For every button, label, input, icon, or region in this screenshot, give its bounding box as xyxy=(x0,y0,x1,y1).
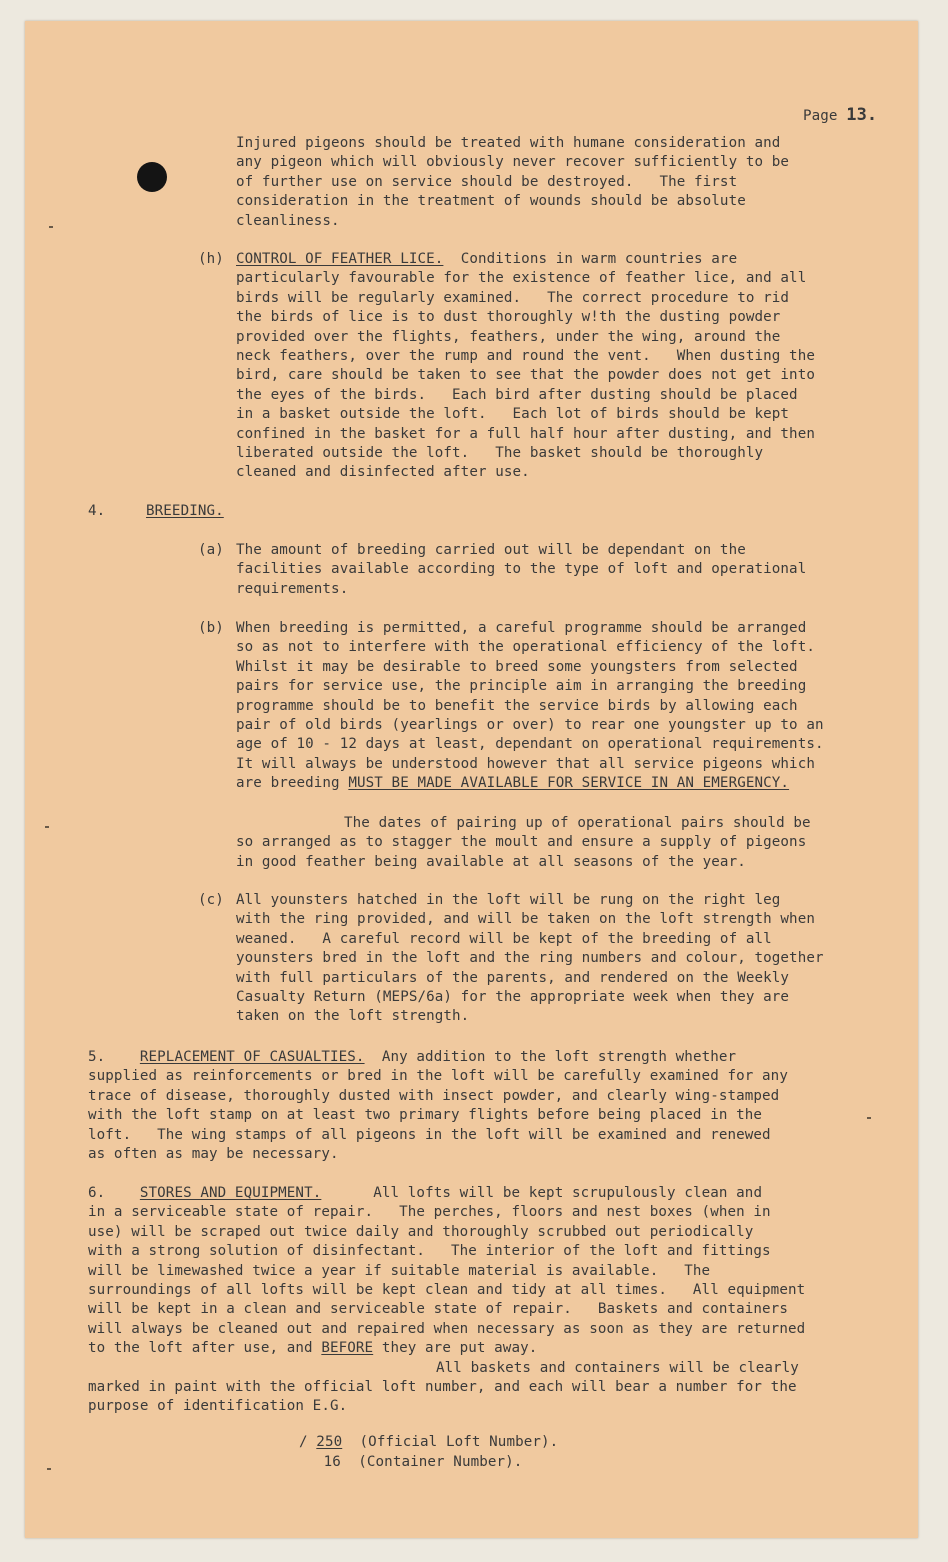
text-line: supplied as reinforcements or bred in the loft will be carefully examined for any xyxy=(88,1068,788,1085)
page-number-value: 13. xyxy=(846,105,878,125)
text-line: liberated outside the loft. The basket should be thoroughly xyxy=(236,445,764,462)
text-line: the birds of lice is to dust thoroughly w!th the dusting powder xyxy=(236,309,781,326)
margin-mark xyxy=(45,826,49,828)
text-line: cleanliness. xyxy=(236,212,340,229)
section-5-paragraph xyxy=(88,1048,788,1164)
container-number-label: (Container Number). xyxy=(358,1454,523,1470)
margin-mark xyxy=(867,1117,871,1119)
text-line: so as not to interfere with the operational efficiency of the loft. xyxy=(236,639,815,656)
text-line: taken on the loft strength. xyxy=(236,1008,470,1025)
section-h-paragraph xyxy=(236,250,815,483)
text-line: Conditions in warm countries are xyxy=(443,251,738,267)
text-line: age of 10 - 12 days at least, dependant on operational requirements. xyxy=(236,736,824,753)
text-line: are breeding xyxy=(236,775,349,792)
text-line: Whilst it may be desirable to breed some youngsters from selected xyxy=(236,658,798,675)
text-line: bird, care should be taken to see that the powder does not get into xyxy=(236,367,815,384)
container-number-example xyxy=(315,1453,522,1472)
text-line: of further use on service should be destroyed. The first xyxy=(236,173,738,190)
text-line: weaned. A careful record will be kept of the breeding of all xyxy=(236,930,772,947)
subsection-marker: (a) xyxy=(198,542,224,558)
emphasis-text: MUST BE MADE AVAILABLE FOR SERVICE IN AN EMERGENCY. xyxy=(348,775,790,792)
text-line: Any addition to the loft strength whether xyxy=(364,1049,737,1065)
container-number: 16 xyxy=(323,1454,341,1470)
text-line: programme should be to benefit the service birds by allowing each xyxy=(236,697,798,714)
text-line: requirements. xyxy=(236,580,349,597)
margin-mark xyxy=(47,1468,51,1470)
text-line: with full particulars of the parents, and rendered on the Weekly xyxy=(236,969,790,986)
text-line: will be kept in a clean and serviceable state of repair. Baskets and containers xyxy=(88,1301,788,1318)
text-line: All younsters hatched in the loft will be rung on the right leg xyxy=(236,892,781,908)
text-line: It will always be understood however that all service pigeons which xyxy=(236,755,815,772)
loft-number-example: / 250 (Official Loft Number). xyxy=(299,1434,559,1450)
text-line: to the loft after use, and xyxy=(88,1340,322,1357)
text-line: purpose of identification E.G. xyxy=(88,1398,348,1415)
text-line: consideration in the treatment of wounds should be absolute xyxy=(236,193,746,210)
text-line: as often as may be necessary. xyxy=(88,1146,339,1163)
text-line: When breeding is permitted, a careful programme should be arranged xyxy=(236,620,807,636)
section-4b-note xyxy=(236,814,811,872)
intro-paragraph xyxy=(236,134,789,231)
text-line: in a serviceable state of repair. The perches, floors and nest boxes (when in xyxy=(88,1204,771,1221)
loft-number: 250 xyxy=(316,1434,343,1450)
section-4b-paragraph xyxy=(236,619,824,794)
text-line: with a strong solution of disinfectant. The interior of the loft and fittings xyxy=(88,1243,771,1260)
section-4c-paragraph xyxy=(236,891,824,1027)
text-line: with the loft stamp on at least two primary flights before being placed in the xyxy=(88,1107,763,1124)
text-line: younsters bred in the loft and the ring numbers and colour, together xyxy=(236,950,824,967)
text-line: Injured pigeons should be treated with humane consideration and xyxy=(236,135,781,151)
text-line: neck feathers, over the rump and round the vent. When dusting the xyxy=(236,348,815,365)
text-line: pairs for service use, the principle aim in arranging the breeding xyxy=(236,678,807,695)
text-line: any pigeon which will obviously never recover sufficiently to be xyxy=(236,154,790,171)
text-line: confined in the basket for a full half hour after dusting, and then xyxy=(236,425,815,442)
section-number: 4. xyxy=(88,503,106,519)
section-5-heading: REPLACEMENT OF CASUALTIES. xyxy=(139,1049,365,1065)
section-6-heading: STORES AND EQUIPMENT. xyxy=(139,1185,322,1201)
text-line: All baskets and containers will be clearly xyxy=(436,1359,799,1376)
section-4a-paragraph xyxy=(236,541,806,599)
loft-number-label: (Official Loft Number). xyxy=(359,1434,559,1450)
section-6-paragraph xyxy=(88,1184,805,1417)
text-line: loft. The wing stamps of all pigeons in the loft will be examined and renewed xyxy=(88,1126,771,1143)
text-line: particularly favourable for the existence of feather lice, and all xyxy=(236,270,807,287)
text-line: surroundings of all lofts will be kept clean and tidy at all times. All equipment xyxy=(88,1282,806,1299)
subsection-marker: (h) xyxy=(198,251,224,267)
subsection-marker: (c) xyxy=(198,892,224,908)
text-line: Casualty Return (MEPS/6a) for the appropriate week when they are xyxy=(236,989,790,1006)
text-line: birds will be regularly examined. The correct procedure to rid xyxy=(236,289,790,306)
document-page xyxy=(25,21,918,1538)
text-line: The dates of pairing up of operational pairs should be xyxy=(344,815,811,831)
page-label: Page xyxy=(803,108,838,124)
section-4-heading: BREEDING. xyxy=(146,503,224,519)
text-line: will always be cleaned out and repaired when necessary as soon as they are returned xyxy=(88,1320,806,1337)
emphasis-text: BEFORE xyxy=(321,1340,374,1357)
text-line: cleaned and disinfected after use. xyxy=(236,464,530,481)
subsection-marker: (b) xyxy=(198,620,224,636)
text-line: provided over the flights, feathers, under the wing, around the xyxy=(236,328,781,345)
text-line: in a basket outside the loft. Each lot of birds should be kept xyxy=(236,406,790,423)
text-line: pair of old birds (yearlings or over) to rear one youngster up to an xyxy=(236,717,824,734)
section-number: 6. xyxy=(88,1185,106,1201)
text-line: in good feather being available at all seasons of the year. xyxy=(236,853,746,870)
text-line: so arranged as to stagger the moult and ensure a supply of pigeons xyxy=(236,834,807,851)
margin-mark xyxy=(49,226,53,228)
text-line: trace of disease, thoroughly dusted with insect powder, and clearly wing-stamped xyxy=(88,1087,780,1104)
text-line: use) will be scraped out twice daily and thoroughly scrubbed out periodically xyxy=(88,1223,754,1240)
text-line: marked in paint with the official loft number, and each will bear a number for the xyxy=(88,1379,797,1396)
text-line: The amount of breeding carried out will be dependant on the xyxy=(236,542,746,558)
section-h-heading: CONTROL OF FEATHER LICE. xyxy=(236,251,444,267)
text-line: All lofts will be kept scrupulously clean and xyxy=(373,1185,763,1201)
text-line: the eyes of the birds. Each bird after dusting should be placed xyxy=(236,386,798,403)
text-line: facilities available according to the type of loft and operational xyxy=(236,561,807,578)
section-number: 5. xyxy=(88,1049,106,1065)
punch-hole xyxy=(137,162,167,192)
text-line: they are put away. xyxy=(373,1340,538,1357)
text-line: will be limewashed twice a year if suitable material is available. The xyxy=(88,1262,711,1279)
text-line: with the ring provided, and will be taken on the loft strength when xyxy=(236,911,815,928)
page-number xyxy=(803,106,877,126)
